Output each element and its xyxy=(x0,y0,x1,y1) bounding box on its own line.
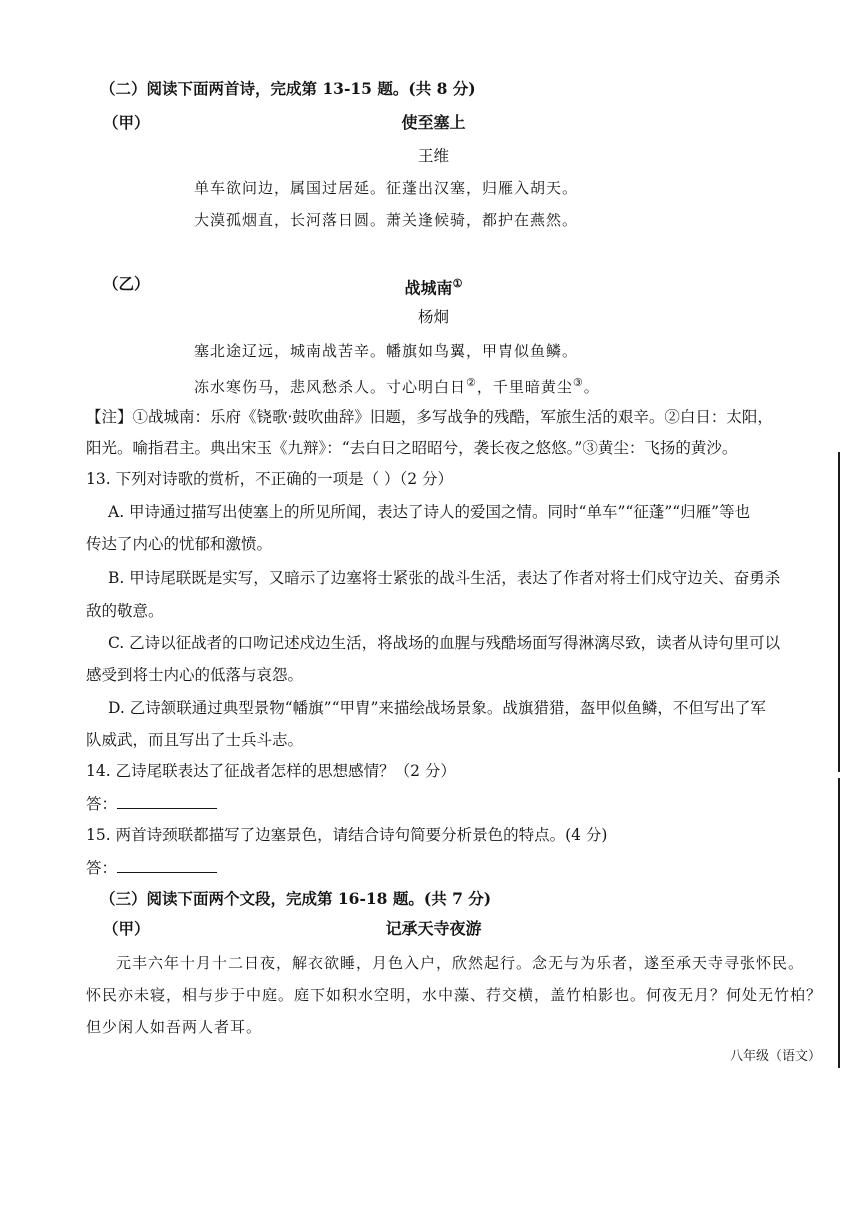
q13-stem: 13. 下列对诗歌的赏析，不正确的一项是（ ）（2 分） xyxy=(86,470,454,488)
text-jia-line2: 怀民亦未寝，相与步于中庭。庭下如积水空明，水中藻、荇交横，盖竹柏影也。何夜无月？何处无竹柏？ xyxy=(86,986,823,1004)
q15-answer-label: 答： xyxy=(86,859,118,877)
q13-option-d-cont: 队威武，而且写出了士兵斗志。 xyxy=(86,731,304,749)
page-footer-label: 八年级（语文） xyxy=(729,1049,821,1064)
poem-yi-line2: 冻水寒伤马，悲风愁杀人。寸心明白日②，千里暗黄尘③。 xyxy=(194,376,600,396)
poem-jia-marker: （甲） xyxy=(103,113,150,132)
q14-stem: 14. 乙诗尾联表达了征战者怎样的思想感情？（2 分） xyxy=(86,762,456,780)
q14-answer xyxy=(86,792,217,815)
poem-yi-author: 杨炯 xyxy=(417,308,449,326)
q13-option-b-cont: 敌的敬意。 xyxy=(86,602,164,620)
q13-option-b: B. 甲诗尾联既是实写，又暗示了边塞将士紧张的战斗生活，表达了作者对将士们戍守边关、奋勇杀 xyxy=(108,569,781,587)
q13-option-c-cont: 感受到将士内心的低落与哀怨。 xyxy=(86,666,304,684)
q13-option-c: C. 乙诗以征战者的口吻记述戍边生活，将战场的血腥与残酷场面写得淋漓尽致，读者从诗句里可以 xyxy=(108,634,781,652)
q15-answer-blank[interactable] xyxy=(117,856,217,873)
poem-jia-title: 使至塞上 xyxy=(401,113,466,132)
poem-yi-line1: 塞北途辽远，城南战苦辛。幡旗如鸟翼，甲胄似鱼鳞。 xyxy=(194,342,579,360)
poem-yi-note-mark: ① xyxy=(452,277,463,290)
poem-yi-title: 战城南 xyxy=(404,278,453,298)
q15-answer xyxy=(86,856,217,879)
margin-rule-lower xyxy=(838,778,840,1068)
notes-line1: 【注】①战城南：乐府《铙歌·鼓吹曲辞》旧题，多写战争的残酷，军旅生活的艰辛。②白日：太阳， xyxy=(86,408,773,426)
poem-jia-line2: 大漠孤烟直，长河落日圆。萧关逢候骑，都护在燕然。 xyxy=(194,211,579,229)
poem-jia-author: 王维 xyxy=(417,147,449,165)
note-mark-3: ③ xyxy=(572,376,584,389)
text-jia-title: 记承天寺夜游 xyxy=(385,919,482,938)
notes-line2: 阳光。喻指君主。典出宋玉《九辩》：“去白日之昭昭兮，袭长夜之悠悠。”③黄尘：飞扬的黄沙。 xyxy=(86,439,738,457)
q14-answer-label: 答： xyxy=(86,795,118,813)
poem-yi-title-wrap xyxy=(0,273,867,299)
q13-option-a: A. 甲诗通过描写出使塞上的所见所闻，表达了诗人的爱国之情。同时“单车”“征蓬”“归雁”等也 xyxy=(108,503,751,521)
q13-option-a-cont: 传达了内心的忧郁和激愤。 xyxy=(86,535,273,553)
poem-jia-line1: 单车欲问边，属国过居延。征蓬出汉塞，归雁入胡天。 xyxy=(194,179,579,197)
margin-rule-upper xyxy=(838,452,840,772)
text-jia-marker: （甲） xyxy=(103,919,150,938)
note-mark-2: ② xyxy=(466,376,477,389)
q13-option-d: D. 乙诗颔联通过典型景物“幡旗”“甲胄”来描绘战场景象。战旗猎猎，盔甲似鱼鳞，不但写出了军 xyxy=(108,699,766,717)
poem-yi-marker: （乙） xyxy=(103,274,150,293)
text-jia-line3: 但少闲人如吾两人者耳。 xyxy=(86,1018,263,1036)
q14-answer-blank[interactable] xyxy=(117,792,217,809)
q15-stem: 15. 两首诗颈联都描写了边塞景色，请结合诗句简要分析景色的特点。(4 分) xyxy=(86,826,608,844)
section3-heading: （三）阅读下面两个文段，完成第 16-18 题。(共 7 分) xyxy=(100,889,492,908)
text-jia-line1: 元丰六年十月十二日夜，解衣欲睡，月色入户，欣然起行。念无与为乐者，遂至承天寺寻张怀民。 xyxy=(116,954,805,972)
section2-heading: （二）阅读下面两首诗，完成第 13-15 题。(共 8 分) xyxy=(100,79,476,98)
